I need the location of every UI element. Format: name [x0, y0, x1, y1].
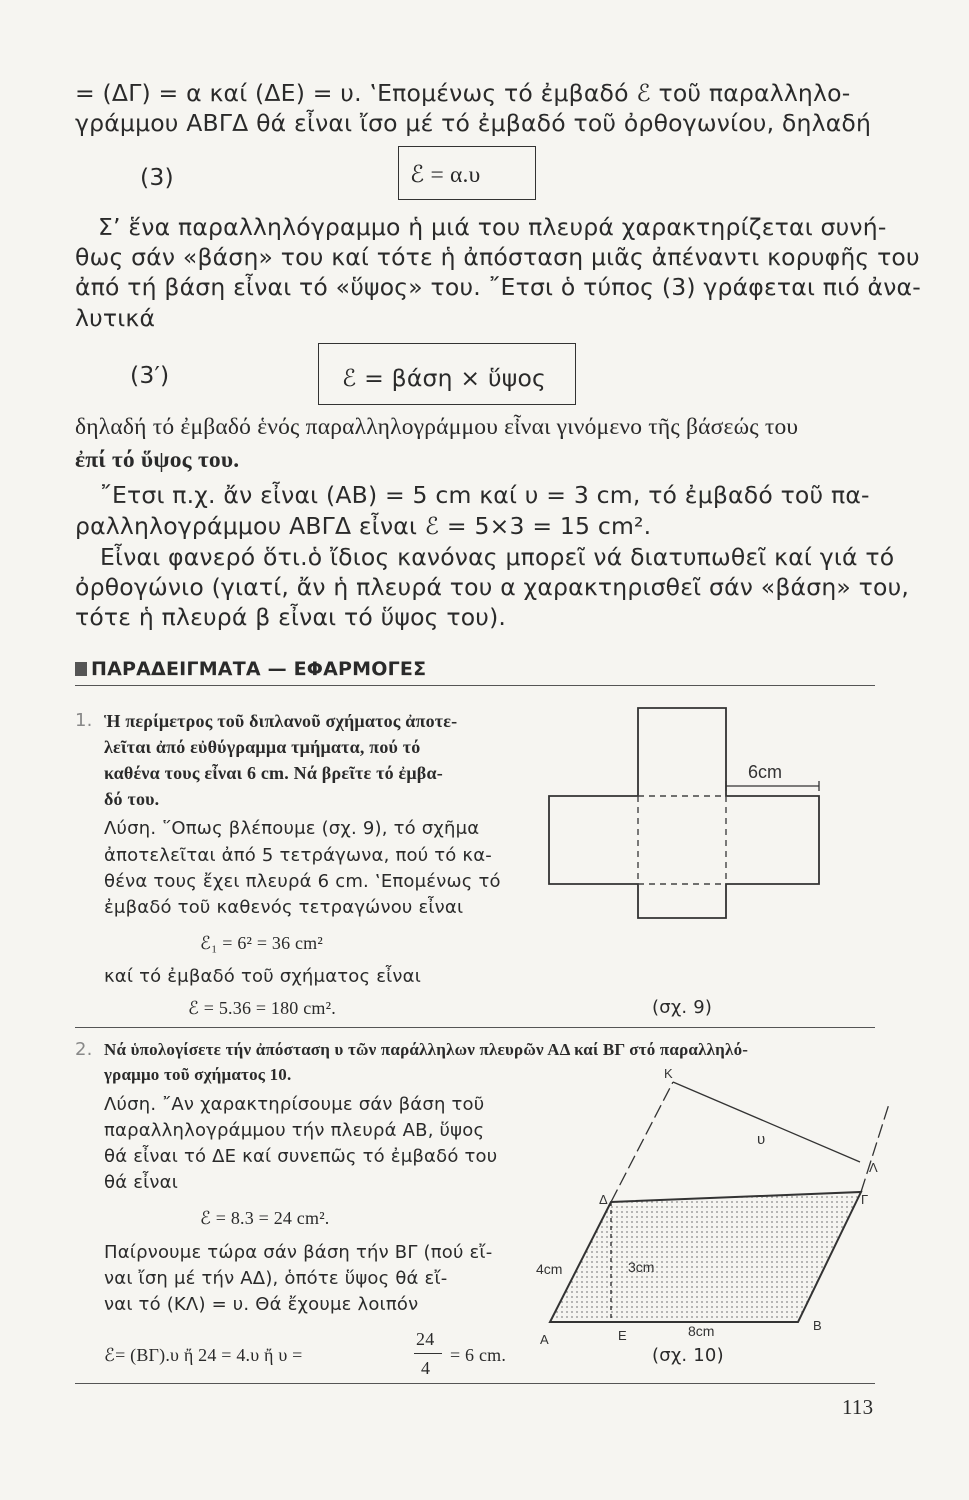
equation-label: (3): [140, 163, 174, 191]
page-number: 113: [842, 1395, 874, 1419]
figure-caption: (σχ. 9): [652, 997, 713, 1018]
length-label: 3cm: [628, 1259, 655, 1275]
exercise-question: Νά ὑπολογίσετε τήν ἀπόσταση υ τῶν παράλληλων πλευρῶν ΑΔ καί ΒΓ στό παραλληλό-: [104, 1040, 749, 1059]
exercise-question: δό του.: [104, 789, 160, 809]
figure-caption: (σχ. 10): [652, 1345, 724, 1366]
exercise-question: Ἡ περίμετρος τοῦ διπλανοῦ σχήματος ἀποτε-: [104, 711, 458, 731]
divider: [75, 1027, 875, 1028]
text-line: Σ’ ἕνα παραλληλόγραμμο ἡ μιά του πλευρά χαρακτηρίζεται συνή-: [98, 213, 887, 241]
solution-line: Λύση. ῞Οπως βλέπουμε (σχ. 9), τό σχῆμα: [104, 818, 480, 839]
text-line: γράμμου ΑΒΓΔ θά εἶναι ἴσο μέ τό ἐμβαδό τοῦ ὀρθογωνίου, δηλαδή: [75, 109, 872, 137]
point-label: E: [618, 1328, 627, 1343]
figure-9-cross: [540, 700, 840, 925]
point-label: B: [813, 1318, 822, 1333]
section-heading: ΠΑΡΑΔΕΙΓΜΑΤΑ — ΕΦΑΡΜΟΓΕΣ: [75, 654, 426, 684]
length-label: 4cm: [536, 1261, 563, 1277]
equation-label: (3′): [130, 361, 170, 389]
final-equation: ℰ= (ΒΓ).υ ἤ 24 = 4.υ ἤ υ =: [104, 1345, 303, 1365]
solution-line: παραλληλογράμμου τήν πλευρά ΑΒ, ὕψος: [104, 1120, 485, 1141]
solution-line: ναι ἴση μέ τήν ΑΔ), ὁπότε ὕψος θά εἴ-: [104, 1268, 448, 1289]
extension-AD: [611, 1082, 673, 1202]
text-line: θως σάν «βάση» του καί τότε ἡ ἀπόσταση μιᾶς ἀπέναντι κορυφῆς του: [75, 243, 920, 271]
point-label: Γ: [861, 1192, 869, 1207]
cross-outline: [549, 708, 819, 918]
point-label: Δ: [599, 1192, 608, 1207]
formula-area: ℰ = α.υ: [410, 162, 481, 188]
solution-line: ἐμβαδό τοῦ καθενός τετραγώνου εἶναι: [104, 897, 464, 918]
text-line: Εἶναι φανερό ὅτι.ὁ ἴδιος κανόνας μπορεῖ νά διατυπωθεῖ καί γιά τό: [100, 543, 895, 571]
final-equation: = 6 cm.: [450, 1345, 507, 1365]
equation: ℰ = 8.3 = 24 cm².: [200, 1208, 330, 1228]
equation: ℰ₁ = 6² = 36 cm²: [200, 933, 323, 953]
text-line: ἀπό τή βάση εἶναι τό «ὕψος» του. ῎Ετσι ὁ τύπος (3) γράφεται πιό ἀνα-: [75, 273, 921, 301]
solution-line: ἀποτελεῖται ἀπό 5 τετράγωνα, πού τό κα-: [104, 845, 492, 866]
distance-label: υ: [757, 1131, 766, 1148]
text-line: ραλληλογράμμου ΑΒΓΔ εἶναι ℰ = 5×3 = 15 cm².: [75, 512, 652, 540]
fraction-denominator: 4: [421, 1358, 431, 1378]
point-label: K: [664, 1066, 673, 1081]
exercise-question: γραμμο τοῦ σχήματος 10.: [104, 1065, 292, 1084]
equation: ℰ = 5.36 = 180 cm².: [188, 998, 336, 1018]
distance-KL: [673, 1082, 860, 1162]
formula-area-base-height: ℰ = βάση × ὕψος: [342, 364, 547, 392]
solution-line: θά εἶναι: [104, 1172, 179, 1193]
point-label: Λ: [869, 1160, 878, 1175]
example-number: 1.: [75, 710, 93, 731]
text-line: τότε ἡ πλευρά β εἶναι τό ὕψος του).: [75, 603, 507, 631]
parallelogram-ABGD: [550, 1192, 861, 1322]
square-bullet-icon: [75, 662, 87, 676]
text-line-bold: ἐπί τό ὕψος του.: [75, 447, 240, 473]
solution-line: θένα τους ἔχει πλευρά 6 cm. ‛Επομένως τό: [104, 871, 501, 892]
text-line: = (ΔΓ) = α καί (ΔΕ) = υ. ‛Επομένως τό ἐμβαδό ℰ τοῦ παραλληλο-: [75, 79, 851, 107]
example-number: 2.: [75, 1039, 93, 1060]
fraction-numerator: 24: [416, 1329, 435, 1349]
dimension-label: 6cm: [748, 762, 783, 782]
exercise-question: λεῖται ἀπό εὐθύγραμμα τμήματα, πού τό: [104, 737, 421, 757]
inner-square-dashes: [638, 796, 726, 884]
divider: [75, 685, 875, 686]
solution-line: θά εἶναι τό ΔΕ καί συνεπῶς τό ἐμβαδό του: [104, 1146, 498, 1167]
text-line: λυτικά: [75, 304, 156, 332]
figure-10-parallelogram: [530, 1060, 890, 1350]
extension-BG: [861, 1104, 889, 1192]
length-label: 8cm: [688, 1323, 715, 1339]
point-label: A: [540, 1332, 549, 1347]
text-line-bold-rule: δηλαδή τό ἐμβαδό ἑνός παραλληλογράμμου εἶναι γινόμενο τῆς βάσεώς του: [75, 414, 799, 440]
solution-line: ναι τό (ΚΛ) = υ. Θά ἔχουμε λοιπόν: [104, 1294, 419, 1315]
solution-line: Παίρνουμε τώρα σάν βάση τήν ΒΓ (πού εἴ-: [104, 1242, 493, 1263]
fraction-bar: [414, 1353, 442, 1354]
text-line: ῎Ετσι π.χ. ἄν εἶναι (ΑΒ) = 5 cm καί υ = 3 cm, τό ἐμβαδό τοῦ πα-: [100, 481, 870, 509]
solution-line: καί τό ἐμβαδό τοῦ σχήματος εἶναι: [104, 966, 422, 987]
divider: [75, 1383, 875, 1384]
exercise-question: καθένα τους εἶναι 6 cm. Νά βρεῖτε τό ἐμβα-: [104, 763, 443, 783]
solution-line: Λύση. ῎Αν χαρακτηρίσουμε σάν βάση τοῦ: [104, 1094, 485, 1115]
text-line: ὀρθογώνιο (γιατί, ἄν ἡ πλευρά του α χαρακτηρισθεῖ σάν «βάση» του,: [75, 573, 910, 601]
